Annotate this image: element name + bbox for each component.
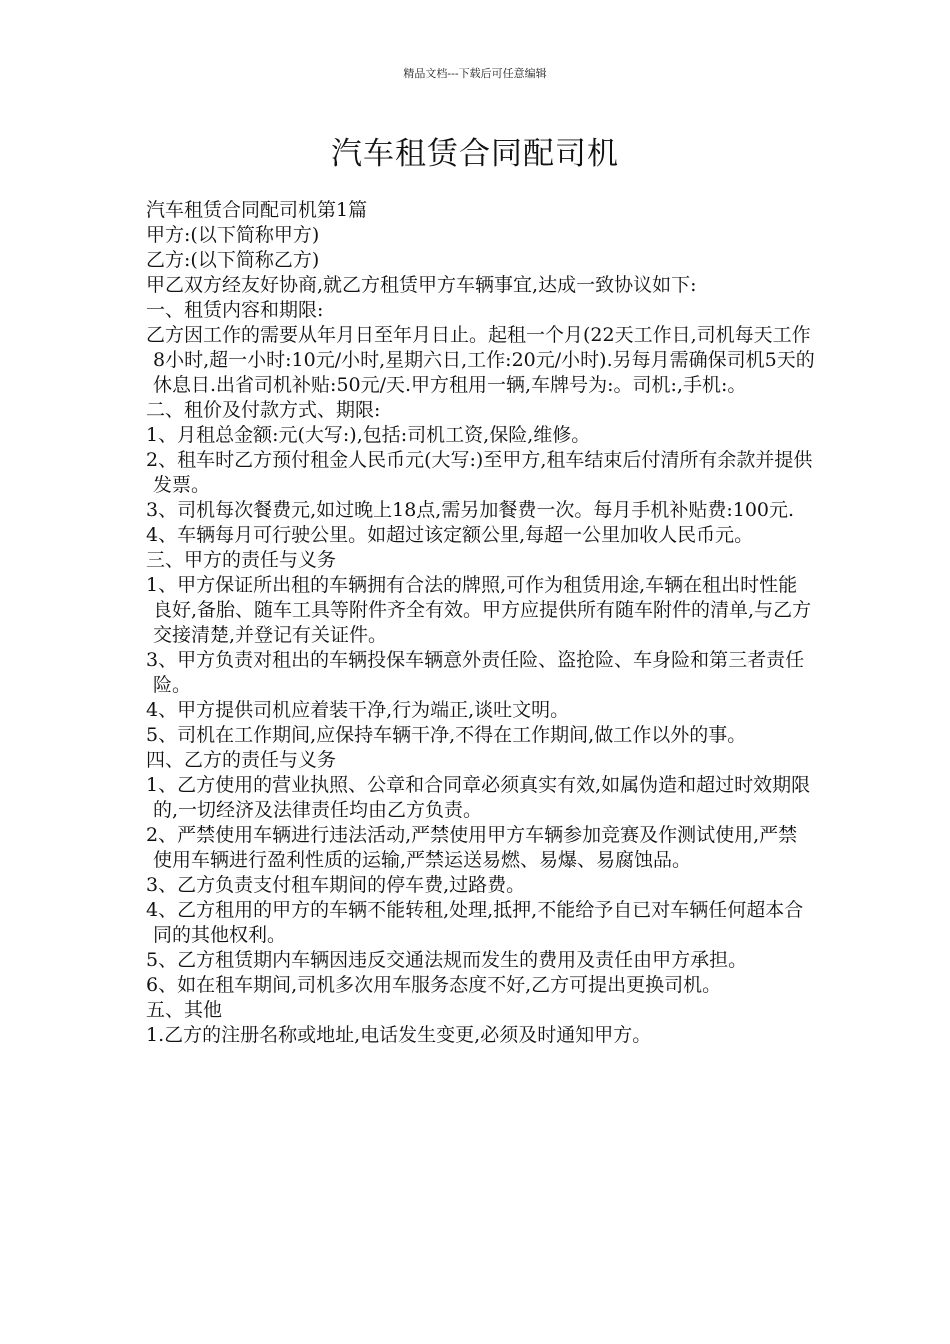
clause-4-3: 3、乙方负责支付租车期间的停车费,过路费。 bbox=[146, 874, 526, 896]
section-heading-2: 二、租价及付款方式、期限: bbox=[146, 399, 381, 421]
clause-3-1: 1、甲方保证所出租的车辆拥有合法的牌照,可作为租赁用途,车辆在租出时性能良好,备胎、随车工具等附件齐全有效。甲方应提供所有随车附件的清单,与乙方交接清楚,并登记有关证件。 bbox=[146, 574, 812, 646]
clause-4-2: 2、严禁使用车辆进行违法活动,严禁使用甲方车辆参加竞赛及作测试使用,严禁使用车辆进行盈利性质的运输,严禁运送易燃、易爆、易腐蚀品。 bbox=[146, 824, 798, 871]
clause-5-1: 1.乙方的注册名称或地址,电话发生变更,必须及时通知甲方。 bbox=[146, 1024, 652, 1046]
clause-2-3: 3、司机每次餐费元,如过晚上18点,需另加餐费一次。每月手机补贴费:100元. bbox=[146, 499, 795, 521]
section-heading-3: 三、甲方的责任与义务 bbox=[146, 549, 337, 571]
clause-4-6: 6、如在租车期间,司机多次用车服务态度不好,乙方可提出更换司机。 bbox=[146, 974, 722, 996]
section-heading-4: 四、乙方的责任与义务 bbox=[146, 749, 337, 771]
clause-2-4: 4、车辆每月可行驶公里。如超过该定额公里,每超一公里加收人民币元。 bbox=[146, 524, 754, 546]
section-heading-1: 一、租赁内容和期限: bbox=[146, 299, 324, 321]
clause-2-2: 2、租车时乙方预付租金人民币元(大写:)至甲方,租车结束后付清所有余款并提供发票。 bbox=[146, 449, 813, 496]
paragraph-party-b: 乙方:(以下简称乙方) bbox=[146, 249, 320, 271]
paragraph-preamble: 甲乙双方经友好协商,就乙方租赁甲方车辆事宜,达成一致协议如下: bbox=[146, 274, 697, 296]
paragraph-party-a: 甲方:(以下简称甲方) bbox=[146, 224, 320, 246]
section-heading-5: 五、其他 bbox=[146, 999, 223, 1021]
header-note: 精品文档---下载后可任意编辑 bbox=[403, 67, 547, 80]
document-body bbox=[146, 198, 816, 1048]
clause-4-4: 4、乙方租用的甲方的车辆不能转租,处理,抵押,不能给予自已对车辆任何超本合同的其他权利。 bbox=[146, 899, 804, 946]
paragraph-subtitle: 汽车租赁合同配司机第1篇 bbox=[146, 199, 368, 221]
clause-4-5: 5、乙方租赁期内车辆因违反交通法规而发生的费用及责任由甲方承担。 bbox=[146, 949, 748, 971]
clause-4-1: 1、乙方使用的营业执照、公章和合同章必须真实有效,如属伪造和超过时效期限的,一切经济及法律责任均由乙方负责。 bbox=[146, 774, 811, 821]
clause-3-5: 5、司机在工作期间,应保持车辆干净,不得在工作期间,做工作以外的事。 bbox=[146, 724, 747, 746]
paragraph-lease-terms: 乙方因工作的需要从年月日至年月日止。起租一个月(22天工作日,司机每天工作8小时,超一小时:10元/小时,星期六日,工作:20元/小时).另每月需确保司机5天的休息日.出省司机补贴:50元/天.甲方租用一辆,车牌号为:。司机:,手机:。 bbox=[146, 324, 815, 396]
clause-3-3: 3、甲方负责对租出的车辆投保车辆意外责任险、盗抢险、车身险和第三者责任险。 bbox=[146, 649, 805, 696]
clause-2-1: 1、月租总金额:元(大写:),包括:司机工资,保险,维修。 bbox=[146, 424, 591, 446]
document-title: 汽车租赁合同配司机 bbox=[331, 136, 619, 172]
clause-3-4: 4、甲方提供司机应着装干净,行为端正,谈吐文明。 bbox=[146, 699, 570, 721]
